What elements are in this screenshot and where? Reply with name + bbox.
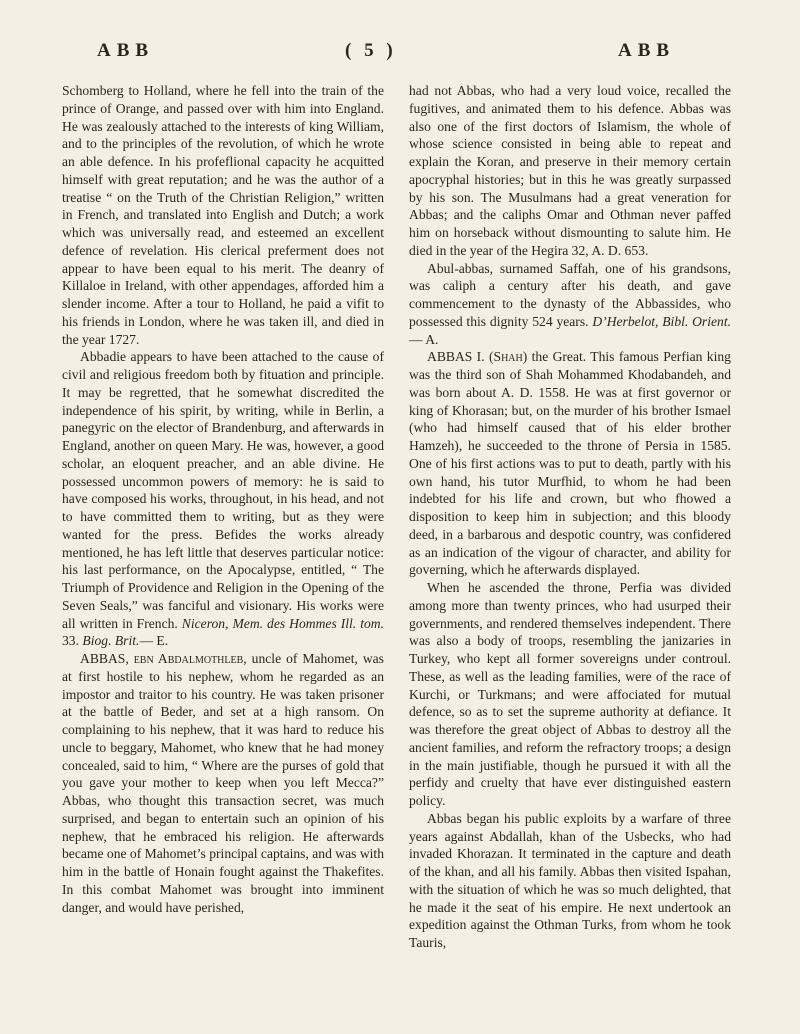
paragraph-text: the Great. This famous Perfian king was the third son of Shah Mohammed Khodabandeh, and was born about A. D. 1558. He was at first governor or king of Khorasan; but, on the murder of his brother Ismael (who had himself caused that of his elder brother Hamzeh), he succeeded to the throne of Persia in 1585. One of his first actions was to put to death, partly with his own hand, his tutor Murfhid, to whom he had been indebted for his life and crown, but who fhowed a disposition to keep him in subjection; and this bloody deed, in a barbarous and despotic country, was confidered as an indication of the vigour of character, and ability for governing, which he afterwards displayed. [409, 349, 731, 578]
citation: Biog. Brit. [82, 633, 140, 649]
author-signature: — A. [409, 331, 439, 347]
paragraph-abbas-continued: had not Abbas, who had a very loud voice, recalled the fugitives, and animated them to his defence. Abbas was also one of the first doctors of Islamism, the whole of whose science consisted in being able to repeat and explain the Koran, and preserve in their memory certain apocryphal histories; but in this he was greatly surpassed by his son. The Musulmans had a great veneration for Abbas; and the caliphs Omar and Othman never paffed him on horseback without dismounting to salute him. He died in the year of the Hegira 32, A. D. 653. [409, 83, 731, 258]
citation: D’Herbelot, Bibl. Orient. [592, 313, 732, 329]
paragraph-text: Abbadie appears to have been attached to the cause of civil and religious freedom both by fituation and principle. It may be regretted, that he somewhat discredited the independence of his spirit, by writing, while in Berlin, a panegyric on the elector of Brandenburg, and afterwards in England, another on queen Mary. He was, however, a good scholar, an eloquent preacher, and an able divine. He possessed uncommon powers of memory: he is said to have composed his works, throughout, in his head, and not to have committed them to writing, but as they were wanted for the press. Befides the works already mentioned, he has left little that deserves particular notice: his last performance, on the Apocalypse, entitled, “ The Triumph of Providence and Religion in the Opening of the Seven Seals,” was fanciful and visionary. His works were all written in French. [62, 349, 384, 631]
paragraph-text: uncle of Mahomet, was at first hostile to his nephew, whom he regarded as an impostor and traitor to his country. He was taken prisoner at the battle of Beder, and set at a high ransom. On complaining to his nephew, that it was hard to reduce his uncle to beggary, Mahomet, who knew that he had money concealed, said to him, “ Where are the purses of gold that you gave your mother to keep when you left Mecca?” Abbas, who thought this transaction secret, was much surprised, and began to entertain such an opinion of his nephew, that he embraced his religion. He afterwards became one of Mahomet’s principal captains, and was with him in the battle of Honain fought against the Thakefites. In this combat Mahomet was brought into imminent danger, and would have perished, [62, 651, 384, 915]
entry-abbas-i [409, 348, 731, 579]
entry-subhead: ebn Abdalmothleb, [133, 651, 247, 666]
entry-subhead: (Shah) [488, 349, 528, 365]
header-left-catchword: ABB [97, 40, 155, 61]
author-signature: — E. [139, 633, 169, 649]
right-column [409, 82, 731, 952]
paragraph-abul-abbas [409, 260, 731, 349]
paragraph-abbadie-continued: Schomberg to Holland, where he fell into the train of the prince of Orange, and passed over with him into England. He was zealously attached to the interests of king William, and to the principles of the revolution, of which he wrote an able defence. In his profeflional capacity he acquitted himself with great reputation; and he was the author of a treatise “ on the Truth of the Christian Religion,” written in French, and translated into English and Dutch; a work which was universally read, and esteemed an excellent defence of revelation. His clerical preferment does not appear to have been equal to his merit. The deanry of Killaloe in Ireland, with other appendages, afforded him a slender income. After a tour to Holland, he paid a vifit to his friends in London, where he was taken ill, and died in the year 1727. [62, 83, 384, 347]
entry-headword: ABBAS, [80, 651, 129, 666]
citation-volume: 33. [62, 633, 79, 649]
citation: Niceron, Mem. des Hommes Ill. tom. [181, 615, 384, 631]
page-number: ( 5 ) [345, 40, 397, 61]
entry-abbas-ebn-abdalmothleb [62, 650, 384, 916]
paragraph-persia-divided: When he ascended the throne, Perfia was divided among more than twenty princes, who had usurped their governments, and rendered themselves independent. There was also a body of troops, resembling the janizaries in Turkey, who kept all former sovereigns under controul. These, as well as the leading families, were of the race of Kurchi, or Turkmans; and were affociated for mutual defence, so as to set the supreme authority at defiance. It was therefore the great object of Abbas to destroy all the ancient families, and reform the refractory troops; a design in the main justifiable, though he pursued it with all the perfidy and cruelty that have ever distinguished eastern policy. [409, 580, 731, 808]
paragraph-text: Abul-abbas, surnamed Saffah, one of his grandsons, was caliph a century after his death, and gave commencement to the dynasty of the Abbassides, who possessed this dignity 524 years. [409, 260, 731, 329]
paragraph-abbas-exploits: Abbas began his public exploits by a warfare of three years against Abdallah, khan of the Usbecks, who had invaded Khorazan. It terminated in the capture and death of the khan, and all his family. Abbas then visited Ispahan, with the situation of which he was so much delighted, that he made it the seat of his empire. He next undertook an expedition against the Othman Turks, from whom he took Tauris, [409, 810, 731, 950]
paragraph-abbadie-character [62, 348, 384, 650]
left-column [62, 82, 384, 916]
header-right-catchword: ABB [618, 40, 676, 61]
running-header [0, 40, 800, 70]
entry-headword: ABBAS I. [427, 349, 485, 365]
